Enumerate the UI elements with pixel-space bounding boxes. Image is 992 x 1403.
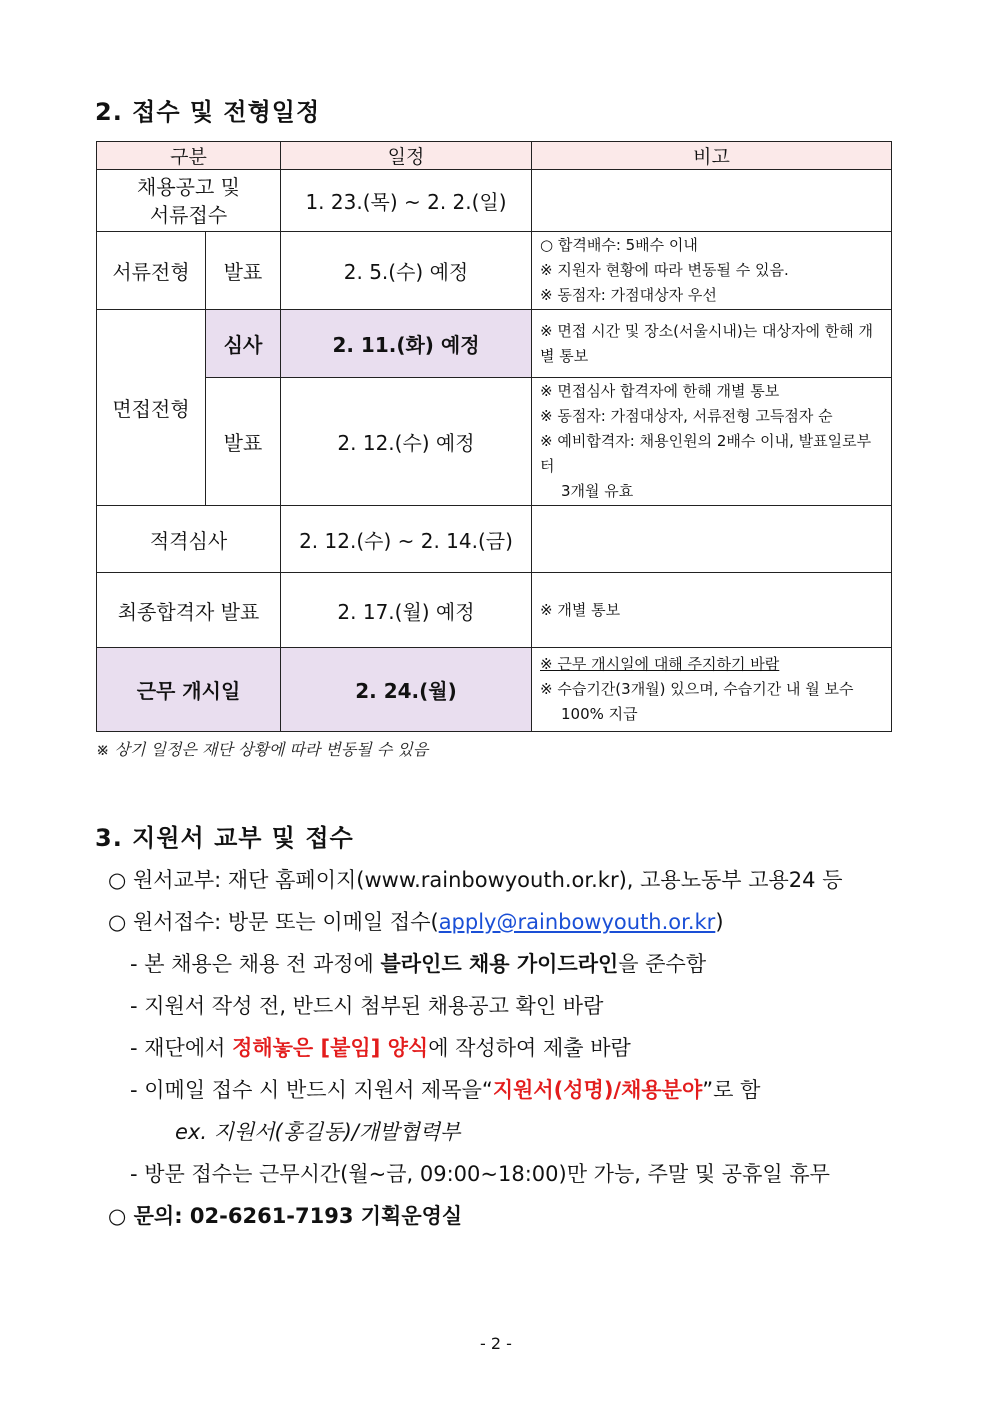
note-line: ※ 면접 시간 및 장소(서울시내)는 대상자에 한해 개별 통보 — [540, 321, 873, 365]
application-distribution-line: ○ 원서교부: 재단 홈페이지(www.rainbowyouth.or.kr), 고용노동부 고용24 등 — [108, 868, 843, 892]
header-category: 구분 — [97, 142, 281, 170]
blind-hiring-guideline: 블라인드 채용 가이드라인 — [380, 952, 619, 976]
row-label: 적격심사 — [97, 506, 281, 573]
table-row — [97, 170, 892, 232]
row-remarks — [532, 170, 892, 232]
schedule-footnote: ※ 상기 일정은 재단 상황에 따라 변동될 수 있음 — [96, 740, 429, 759]
form-text: - 재단에서 — [130, 1036, 233, 1060]
row-date: 1. 23.(목) ~ 2. 2.(일) — [281, 170, 532, 232]
email-subject-text-end: ”로 함 — [702, 1078, 761, 1102]
table-row — [97, 648, 892, 732]
row-date: 2. 12.(수) 예정 — [281, 378, 532, 506]
table-row — [97, 378, 892, 506]
email-subject-text: - 이메일 접수 시 반드시 지원서 제목을“ — [130, 1078, 493, 1102]
email-link[interactable]: apply@rainbowyouth.or.kr — [438, 910, 716, 934]
note-line: ※ 동점자: 가점대상자 우선 — [540, 286, 717, 304]
example-line: ex. 지원서(홍길동)/개발협력부 — [175, 1120, 461, 1144]
check-notice-line: - 지원서 작성 전, 반드시 첨부된 채용공고 확인 바람 — [130, 994, 604, 1018]
note-line: ※ 근무 개시일에 대해 주지하기 바람 — [540, 655, 780, 673]
table-header-row — [97, 142, 892, 170]
section-2-title: 2. 접수 및 전형일정 — [95, 98, 321, 126]
note-line: ○ 합격배수: 5배수 이내 — [540, 236, 698, 254]
row-label: 근무 개시일 — [97, 648, 281, 732]
form-text-end: 에 작성하여 제출 바람 — [428, 1036, 631, 1060]
row-label: 면접전형 — [97, 310, 206, 506]
blind-hiring-text-end: 을 준수함 — [618, 952, 707, 976]
row-date: 2. 17.(월) 예정 — [281, 573, 532, 648]
row-sublabel: 심사 — [206, 310, 281, 378]
page-number: - 2 - — [480, 1334, 512, 1353]
section-3-title: 3. 지원서 교부 및 접수 — [95, 824, 354, 852]
header-remarks: 비고 — [532, 142, 892, 170]
row-label: 서류전형 — [97, 232, 206, 310]
row-sublabel: 발표 — [206, 378, 281, 506]
schedule-table — [96, 141, 892, 732]
table-row — [97, 310, 892, 378]
row-date: 2. 11.(화) 예정 — [281, 310, 532, 378]
note-line: 3개월 유효 — [561, 482, 634, 500]
visit-hours-line: - 방문 접수는 근무시간(월~금, 09:00~18:00)만 가능, 주말 및 공휴일 휴무 — [130, 1162, 830, 1186]
row-remarks — [532, 378, 892, 506]
table-row — [97, 232, 892, 310]
row-date: 2. 24.(월) — [281, 648, 532, 732]
header-schedule: 일정 — [281, 142, 532, 170]
row-date: 2. 5.(수) 예정 — [281, 232, 532, 310]
note-line: 100% 지급 — [561, 705, 638, 723]
row-date: 2. 12.(수) ~ 2. 14.(금) — [281, 506, 532, 573]
note-line: ※ 지원자 현황에 따라 변동될 수 있음. — [540, 261, 789, 279]
contact-line: ○ 문의: 02-6261-7193 기획운영실 — [108, 1204, 463, 1228]
note-line: ※ 동점자: 가점대상자, 서류전형 고득점자 순 — [540, 407, 833, 425]
row-sublabel: 발표 — [206, 232, 281, 310]
row-remarks — [532, 648, 892, 732]
row-label: 최종합격자 발표 — [97, 573, 281, 648]
form-line — [130, 1032, 631, 1062]
email-subject-highlight: 지원서(성명)/채용분야 — [492, 1078, 703, 1102]
row-label: 채용공고 및 서류접수 — [97, 170, 281, 232]
row-remarks — [532, 232, 892, 310]
row-remarks — [532, 573, 892, 648]
table-row — [97, 506, 892, 573]
submission-text-end: ) — [715, 910, 724, 934]
table-row — [97, 573, 892, 648]
row-remarks — [532, 310, 892, 378]
blind-hiring-line — [130, 948, 706, 978]
application-submission-line — [108, 906, 724, 936]
note-line: ※ 면접심사 합격자에 한해 개별 통보 — [540, 382, 780, 400]
row-remarks — [532, 506, 892, 573]
note-line: ※ 수습기간(3개월) 있으며, 수습기간 내 월 보수 — [540, 680, 854, 698]
form-highlight: 정해놓은 [붙임] 양식 — [232, 1036, 429, 1060]
blind-hiring-text: - 본 채용은 채용 전 과정에 — [130, 952, 381, 976]
note-line: ※ 예비합격자: 채용인원의 2배수 이내, 발표일로부터 — [540, 432, 872, 475]
submission-text: ○ 원서접수: 방문 또는 이메일 접수( — [108, 910, 439, 934]
email-subject-line — [130, 1074, 760, 1104]
note-line: ※ 개별 통보 — [540, 600, 621, 619]
